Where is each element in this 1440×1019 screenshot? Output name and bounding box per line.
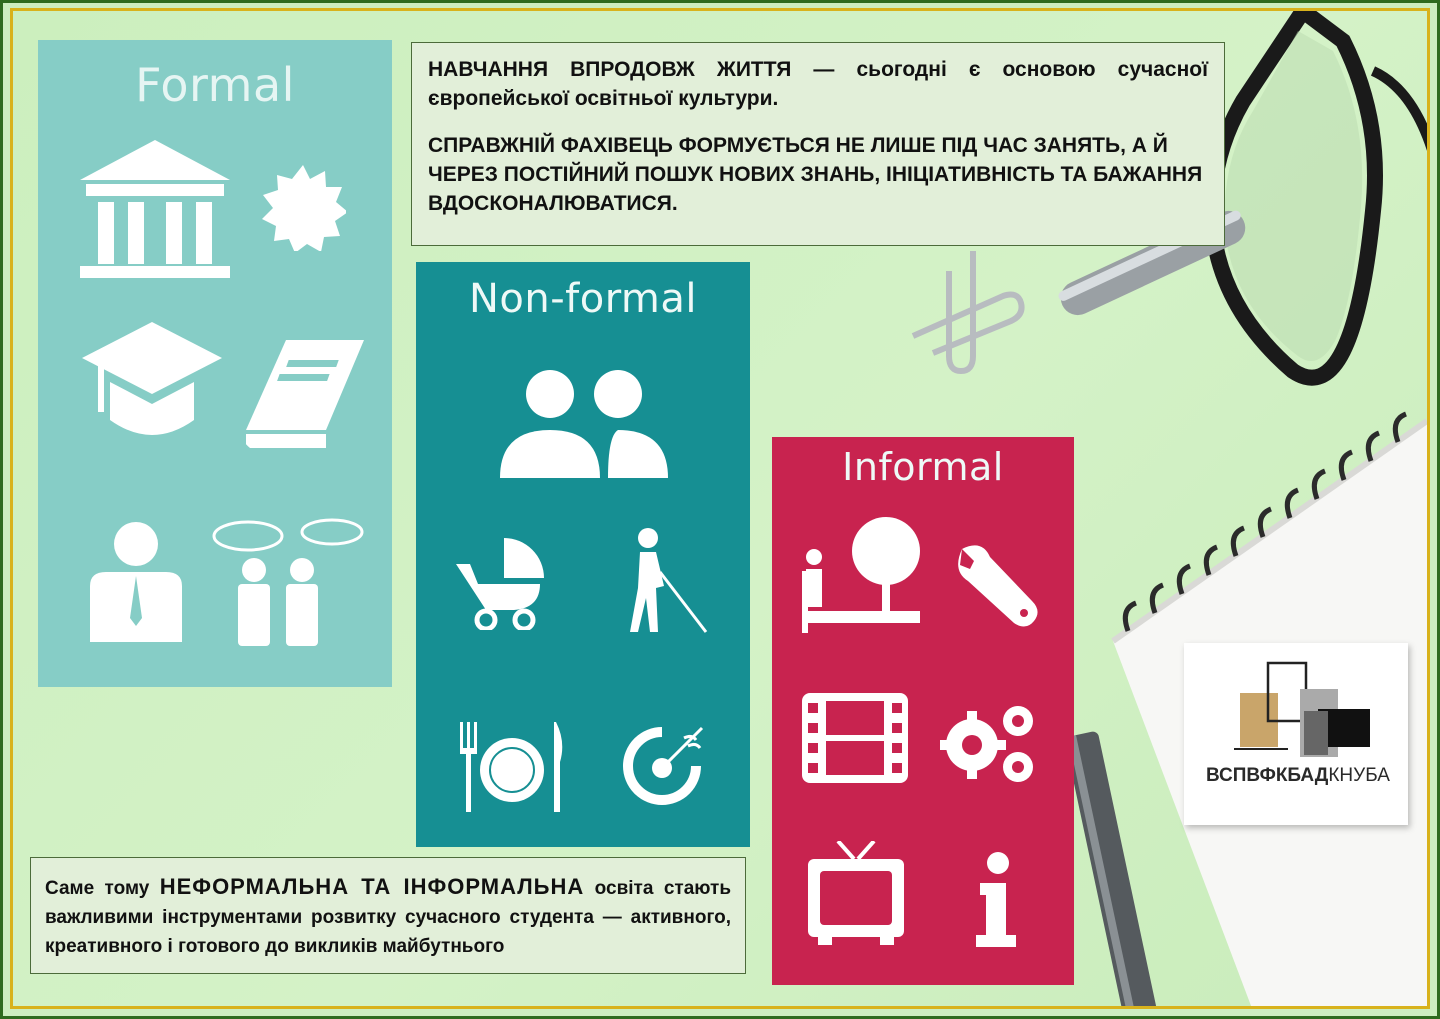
seal-icon [260, 165, 346, 251]
paperclip-icon [893, 241, 1033, 381]
formal-panel [38, 40, 392, 687]
blind-person-icon [626, 528, 708, 636]
lifelong-learning-textbox [411, 42, 1225, 246]
lifelong-learning-paragraph [428, 55, 1208, 113]
tv-icon [808, 841, 904, 945]
informal-title: Informal [842, 445, 1004, 489]
two-people-icon [500, 370, 668, 478]
gears-icon [940, 699, 1040, 785]
informal-panel [772, 437, 1074, 985]
book-icon [246, 340, 364, 448]
lifelong-learning-heading: НАВЧАННЯ ВПРОДОВЖ ЖИТТЯ — [428, 58, 835, 81]
conclusion-emphasis: НЕФОРМАЛЬНА ТА ІНФОРМАЛЬНА [159, 874, 585, 899]
film-icon [802, 693, 908, 783]
wrench-icon [952, 541, 1038, 627]
building-icon [80, 140, 230, 280]
specialist-paragraph: СПРАВЖНІЙ ФАХІВЕЦЬ ФОРМУЄТЬСЯ НЕ ЛИШЕ ПІД ЧАС ЗАНЯТЬ, А Й ЧЕРЕЗ ПОСТІЙНИЙ ПОШУК НОВИХ ЗНАНЬ, ІНІЦІАТИВНІСТЬ ТА БАЖАННЯ ВДОСКОНАЛЮВАТИСЯ. [428, 134, 1203, 215]
info-icon [976, 851, 1016, 947]
person-icon [90, 522, 182, 642]
conclusion-textbox [30, 857, 746, 974]
lifelong-learning-rest: сьогодні є основою сучасної європейської освітньої культури. [428, 58, 1208, 110]
formal-title: Formal [135, 58, 295, 112]
baby-stroller-icon [456, 538, 548, 630]
nonformal-title: Non-formal [468, 276, 698, 322]
pencil-icon [1073, 731, 1193, 1006]
logo-squares-icon [1234, 661, 1374, 757]
nonformal-panel [416, 262, 750, 847]
conclusion-after: освіта стають важливими інструментами розвитку сучасного студента — активного, креативного і готового до викликів майбутнього [45, 878, 731, 957]
institution-logo [1184, 643, 1408, 825]
people-talking-icon [208, 518, 368, 648]
logo-text: ВСПВФКБАДКНУБА [1206, 765, 1390, 786]
target-icon [622, 724, 708, 810]
person-tree-icon [802, 515, 932, 633]
graduation-cap-icon [82, 322, 222, 444]
conclusion-before: Саме тому [45, 878, 160, 899]
plate-cutlery-icon [456, 722, 566, 812]
